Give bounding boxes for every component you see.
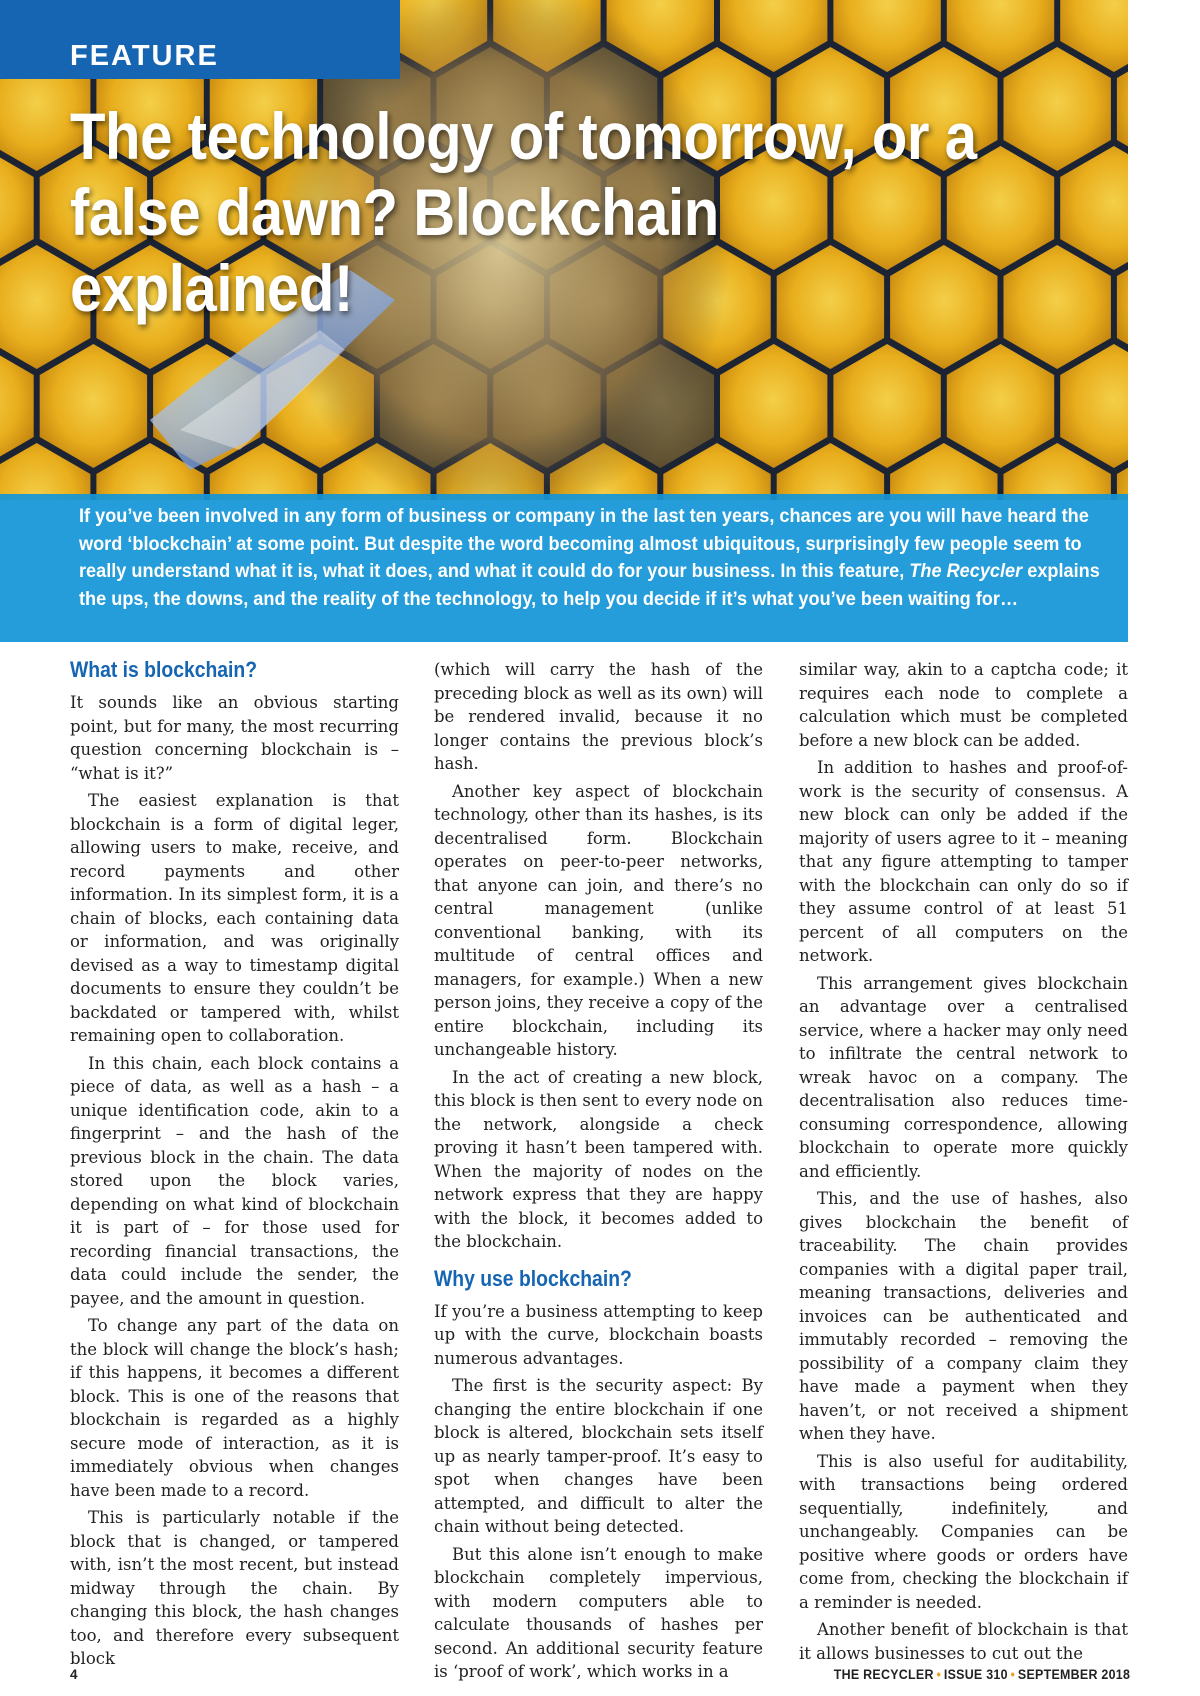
paragraph: This, and the use of hashes, also gives blockchain the benefit of traceability. The chain provides companies with a digital paper trail, meaning transactions, deliveries and invoices can be authenticated and immutably recorded – removing the possibility of a company claim they have made a payment when they haven’t, or not received a shipment when they have. <box>799 1189 1128 1443</box>
issue-number: ISSUE 310 <box>943 1667 1008 1682</box>
paragraph: It sounds like an obvious starting point, but for many, the most recurring question concerning blockchain is – “what is it?” <box>70 693 399 783</box>
column-2 <box>434 658 763 1688</box>
paragraph: The first is the security aspect: By changing the entire blockchain if one block is altered, blockchain sets itself up as nearly tamper-proof. It’s easy to spot when changes have been attempted, and difficult to alter the chain without being detected. <box>434 1376 763 1536</box>
section-label: FEATURE <box>70 40 219 72</box>
standfirst <box>79 503 1102 613</box>
paragraph: (which will carry the hash of the preceding block as well as its own) will be rendered invalid, because it no longer contains the previous block’s hash. <box>434 660 763 773</box>
column-1 <box>70 655 399 1675</box>
publication-title: THE RECYCLER <box>833 1667 934 1682</box>
page-footer <box>0 1667 1200 1687</box>
standfirst-text-end: explains the ups, the downs, and the reality of the technology, to help you decide if it’s what you’ve been waiting for… <box>79 560 1100 610</box>
paragraph: The easiest explanation is that blockchain is a form of digital leger, allowing users to make, receive, and record payments and other information. In its simplest form, it is a chain of blocks, each containing data or information, and was originally devised as a way to timestamp digital documents to ensure they couldn’t be backdated or tampered with, whilst remaining open to collaboration. <box>70 791 399 1045</box>
paragraph: Another key aspect of blockchain technology, other than its hashes, is its decentralised form. Blockchain operates on peer-to-peer networks, that anyone can join, and there’s no central management (unlike conventional banking, with its multitude of central offices and managers, for example.) When a new person joins, they receive a copy of the entire blockchain, including its unchangeable history. <box>434 781 763 1059</box>
issue-date: SEPTEMBER 2018 <box>1017 1667 1130 1682</box>
paragraph: Another benefit of blockchain is that it allows businesses to cut out the <box>799 1620 1128 1663</box>
publication-name: The Recycler <box>909 560 1023 582</box>
standfirst-text: If you’ve been involved in any form of business or company in the last ten years, chances are you will have heard the word ‘blockchain’ at some point. But despite the word becoming almost ubiquitous, surprisingly few people seem to really understand what it is, what it does, and what it could do for your business. In this feature, <box>79 505 1089 582</box>
separator-dot: • <box>936 1667 941 1682</box>
hero-image <box>0 0 1128 500</box>
page-number: 4 <box>70 1667 78 1682</box>
paragraph: But this alone isn’t enough to make blockchain completely impervious, with modern computers able to calculate thousands of hashes per second. An additional security feature is ‘proof of work’, which works in a <box>434 1544 763 1681</box>
paragraph: If you’re a business attempting to keep up with the curve, blockchain boasts numerous advantages. <box>434 1301 763 1368</box>
subheading-what-is-blockchain: What is blockchain? <box>70 657 258 682</box>
separator-dot: • <box>1010 1667 1015 1682</box>
paragraph: In addition to hashes and proof-of-work is the security of consensus. A new block can only be added if the majority of users agree to it – meaning that any figure attempting to tamper with the blockchain can only do so if they assume control of at least 51 percent of all computers on the network. <box>799 758 1128 965</box>
article-title: The technology of tomorrow, or a false dawn? Blockchain explained! <box>70 99 977 325</box>
paragraph: In this chain, each block contains a piece of data, as well as a hash – a unique identification code, akin to a fingerprint – and the hash of the previous block in the chain. The data stored upon the block varies, depending on what kind of blockchain it is part of – for those used for recording financial transactions, the data could include the sender, the payee, and the amount in question. <box>70 1053 399 1308</box>
paragraph: This is also useful for auditability, with transactions being ordered sequentially, indefinitely, and unchangeably. Companies can be positive where goods or orders have come from, checking the blockchain if a reminder is needed. <box>799 1451 1128 1612</box>
column-3 <box>799 658 1128 1669</box>
paragraph: similar way, akin to a captcha code; it requires each node to complete a calculation which must be completed before a new block can be added. <box>799 660 1128 750</box>
paragraph: In the act of creating a new block, this block is then sent to every node on the network, alongside a check proving it hasn’t been tampered with. When the majority of nodes on the network express that they are happy with the block, it becomes added to the blockchain. <box>434 1067 763 1251</box>
paragraph: This arrangement gives blockchain an advantage over a centralised service, where a hacker may only need to infiltrate the central network to wreak havoc on a company. The decentralisation also reduces time-consuming correspondence, allowing blockchain to operate more quickly and efficiently. <box>799 973 1128 1181</box>
paragraph: To change any part of the data on the block will change the block’s hash; if this happens, it becomes a different block. This is one of the reasons that blockchain is regarded as a highly secure mode of interaction, as it is immediately obvious when changes have been made to a record. <box>70 1316 399 1500</box>
publication-info <box>834 1667 1130 1682</box>
paragraph: This is particularly notable if the block that is changed, or tampered with, isn’t the most recent, but instead midway through the chain. By changing this block, the hash changes too, and therefore every subsequent block <box>70 1508 399 1668</box>
subheading-why-use-blockchain: Why use blockchain? <box>434 1265 632 1291</box>
